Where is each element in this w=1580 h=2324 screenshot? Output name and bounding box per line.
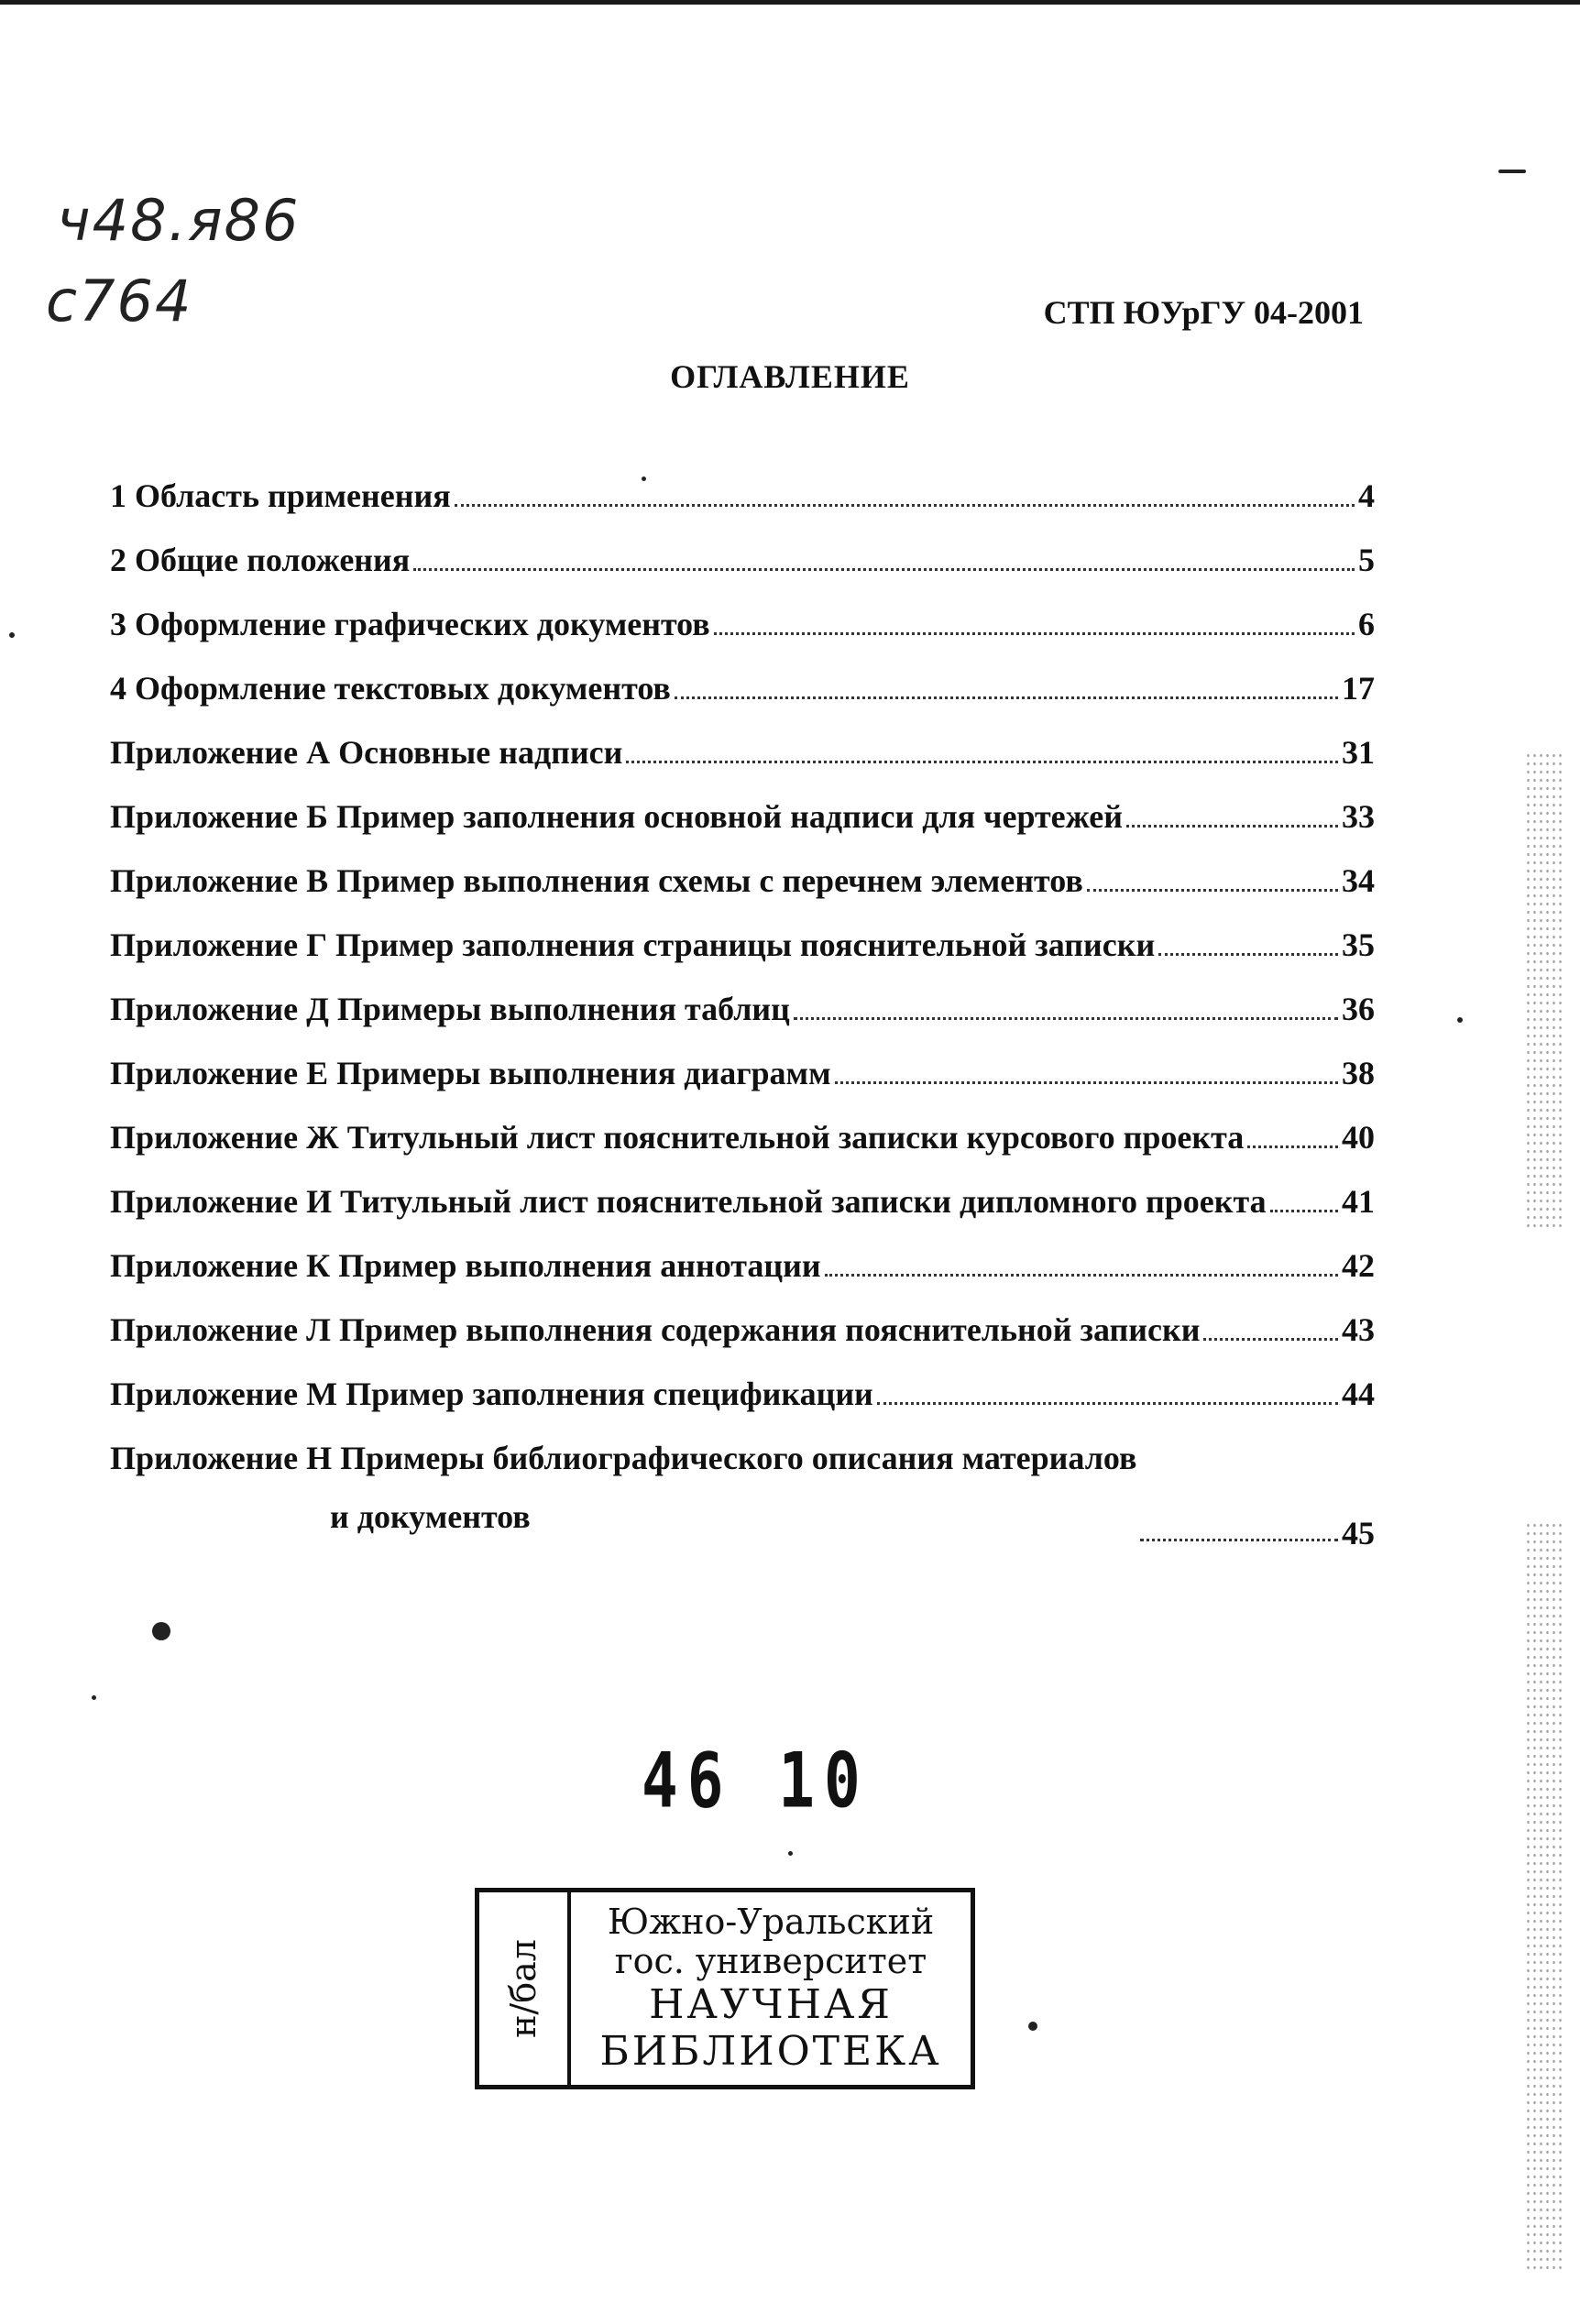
- toc-dot-leader: [1087, 889, 1338, 892]
- standard-code: СТП ЮУрГУ 04-2001: [1043, 294, 1364, 331]
- toc-entry-label: Приложение Е Примеры выполнения диаграмм: [110, 1055, 831, 1091]
- toc-entry-label: Приложение Ж Титульный лист пояснительной записки курсового проекта: [110, 1119, 1245, 1156]
- toc-dot-leader: [714, 632, 1355, 635]
- stamp-side-text: н/бал: [503, 1939, 543, 2038]
- toc-entry-page: 41: [1342, 1183, 1375, 1220]
- scan-speck: [1028, 2022, 1037, 2031]
- toc-dot-leader: [1247, 1146, 1338, 1148]
- scan-speck: [9, 632, 15, 638]
- toc-entry-label: Приложение А Основные надписи: [110, 734, 623, 771]
- toc-entry-page: 31: [1342, 734, 1375, 771]
- toc-entry-label: Приложение Д Примеры выполнения таблиц: [110, 991, 790, 1027]
- toc-entry: [110, 1182, 1375, 1246]
- stamp-university-name: Южно-Уральский: [607, 1901, 935, 1942]
- toc-entry: [110, 541, 1375, 605]
- toc-entry-label: Приложение Л Пример выполнения содержания пояснительной записки: [110, 1311, 1201, 1348]
- toc-entry-page: 6: [1358, 606, 1375, 642]
- toc-entry: [110, 1054, 1375, 1118]
- handwritten-author-mark: с764: [46, 268, 193, 334]
- library-stamp: [475, 1888, 975, 2089]
- toc-entry-label: Приложение В Пример выполнения схемы с перечнем элементов: [110, 862, 1083, 899]
- toc-entry-label: [110, 1439, 1136, 1536]
- toc-entry-label: Приложение Г Пример заполнения страницы пояснительной записки: [110, 926, 1156, 963]
- toc-entry-page: 40: [1342, 1119, 1375, 1156]
- toc-entry-label: 3 Оформление графических документов: [110, 606, 710, 642]
- toc-dot-leader: [877, 1402, 1338, 1405]
- scan-speck: [788, 1851, 793, 1856]
- stamp-library-label: НАУЧНАЯ: [649, 1981, 893, 2029]
- scan-speck: [92, 1695, 96, 1700]
- scan-speck: [1457, 1017, 1463, 1023]
- toc-entry: [110, 797, 1375, 861]
- toc-entry: [110, 1375, 1375, 1439]
- toc-entry: [110, 1118, 1375, 1182]
- toc-dot-leader: [794, 1017, 1338, 1020]
- handwritten-classification-code: ч48.я86: [57, 187, 301, 254]
- toc-entry-page: 33: [1342, 798, 1375, 835]
- toc-entry: [110, 990, 1375, 1054]
- inventory-number: 46 10: [642, 1737, 870, 1825]
- toc-entry-page: 43: [1342, 1311, 1375, 1348]
- toc-entry-label: Приложение М Пример заполнения спецификации: [110, 1376, 873, 1412]
- toc-entry: [110, 669, 1375, 733]
- toc-entry-label: 1 Область применения: [110, 477, 451, 514]
- toc-entry-page: 34: [1342, 862, 1375, 899]
- toc-entry-page: 38: [1342, 1055, 1375, 1091]
- toc-dot-leader: [413, 568, 1355, 571]
- toc-dot-leader: [1203, 1338, 1338, 1341]
- toc-entry-page: 45: [1342, 1515, 1375, 1551]
- toc-entry-label: Приложение Б Пример заполнения основной надписи для чертежей: [110, 798, 1123, 835]
- table-of-contents: [110, 477, 1375, 1560]
- toc-entry: [110, 733, 1375, 797]
- stamp-university-type: гос. университет: [614, 1941, 927, 1982]
- toc-entry-page: 17: [1342, 670, 1375, 707]
- toc-entry: [110, 926, 1375, 990]
- toc-entry-page: 42: [1342, 1247, 1375, 1284]
- toc-entry: [110, 1310, 1375, 1375]
- toc-entry-label-line: Приложение Н Примеры библиографического описания материалов: [110, 1440, 1137, 1476]
- toc-entry-label: 4 Оформление текстовых документов: [110, 670, 671, 707]
- toc-entry: [110, 1246, 1375, 1310]
- toc-entry-page: 4: [1358, 477, 1375, 514]
- scan-top-edge: [0, 0, 1580, 5]
- toc-dot-leader: [675, 696, 1338, 699]
- scan-speck: [642, 477, 646, 481]
- toc-entry-page: 35: [1342, 926, 1375, 963]
- stamp-side-panel: [479, 1892, 571, 2085]
- stamp-library-label-2: БИБЛИОТЕКА: [599, 2027, 942, 2075]
- toc-entry-page: 44: [1342, 1376, 1375, 1412]
- stamp-main-panel: [571, 1892, 971, 2085]
- toc-entry: [110, 1439, 1375, 1560]
- toc-dot-leader: [1158, 953, 1338, 956]
- page-title: ОГЛАВЛЕНИЕ: [670, 358, 910, 395]
- scan-speck: [152, 1622, 170, 1640]
- toc-dot-leader: [1140, 1539, 1338, 1541]
- toc-dot-leader: [835, 1081, 1338, 1084]
- toc-entry-label: Приложение К Пример выполнения аннотации: [110, 1247, 821, 1284]
- toc-dot-leader: [1126, 825, 1338, 828]
- toc-entry: [110, 605, 1375, 669]
- toc-dot-leader: [1270, 1210, 1338, 1212]
- scan-speck: [1498, 170, 1526, 173]
- scan-noise-edge: [1525, 751, 1562, 1228]
- toc-entry-label-continuation: и документов: [330, 1498, 531, 1535]
- toc-entry-label: Приложение И Титульный лист пояснительной записки дипломного проекта: [110, 1183, 1267, 1220]
- toc-dot-leader: [825, 1274, 1338, 1277]
- toc-entry-page: 5: [1358, 542, 1375, 578]
- toc-entry-page: 36: [1342, 991, 1375, 1027]
- toc-dot-leader: [626, 761, 1338, 763]
- toc-entry-label: 2 Общие положения: [110, 542, 411, 578]
- toc-entry: [110, 477, 1375, 541]
- scan-noise-edge: [1525, 1521, 1562, 2273]
- toc-dot-leader: [455, 504, 1355, 507]
- toc-entry: [110, 861, 1375, 926]
